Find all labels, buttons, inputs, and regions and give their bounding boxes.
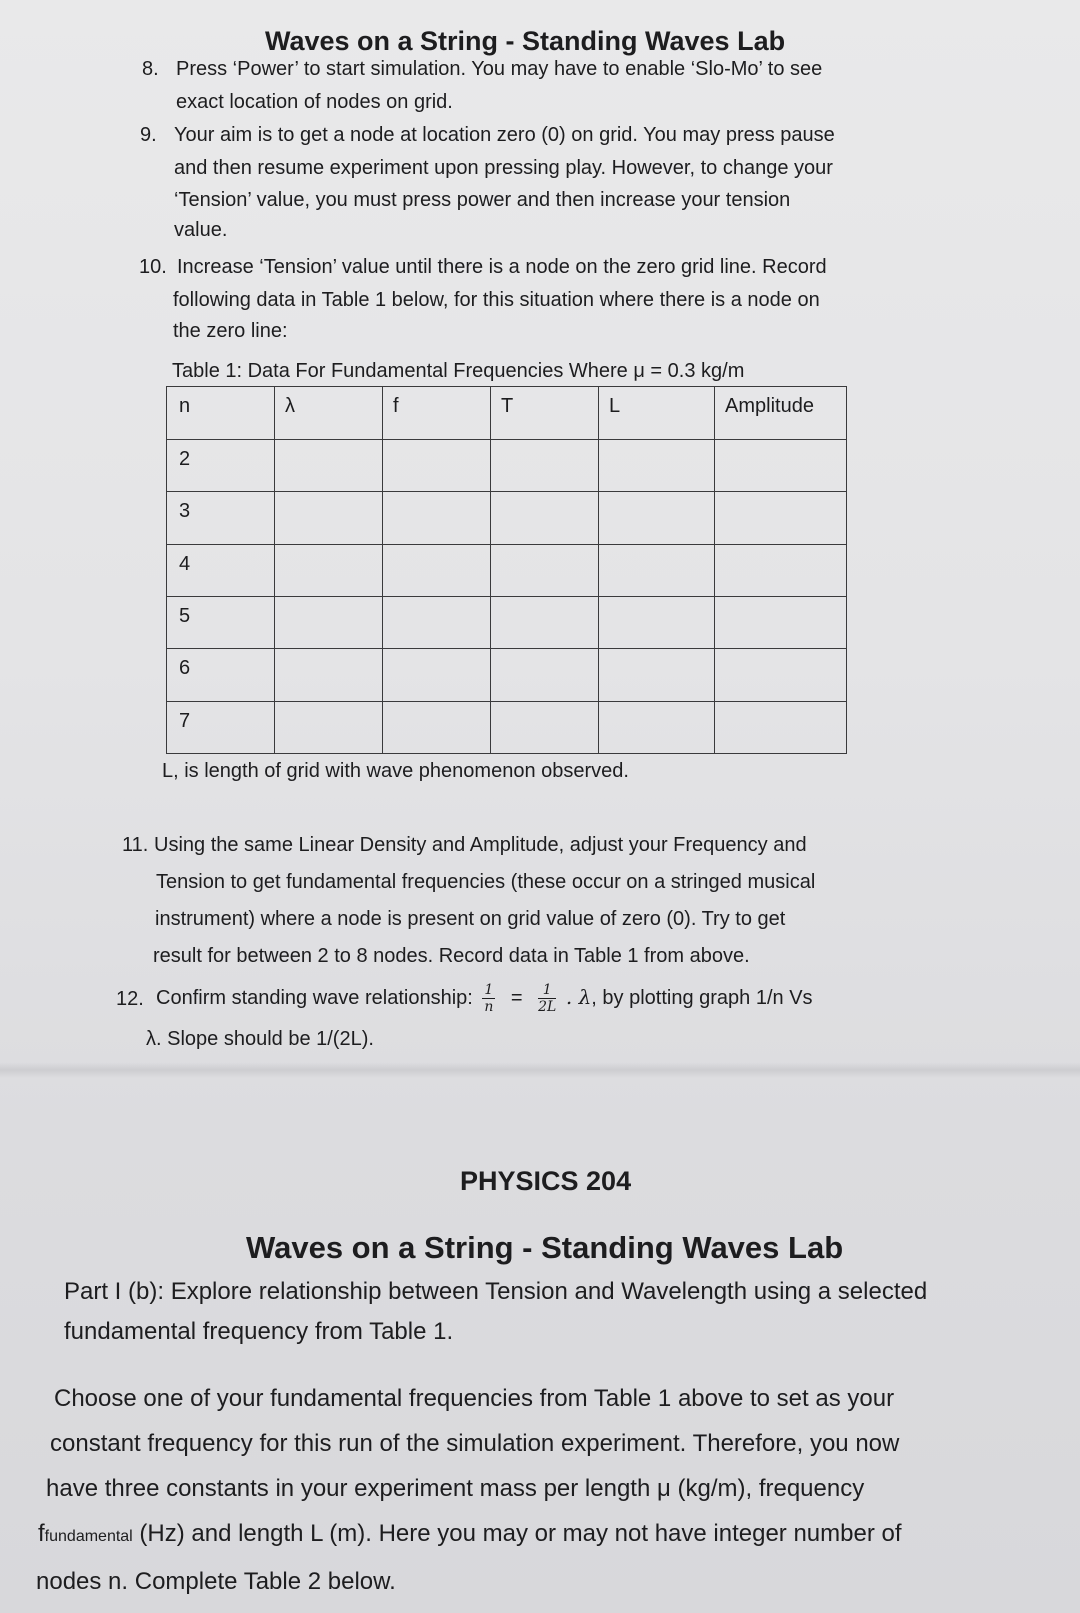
cell-t: [491, 649, 599, 701]
table-1-caption: Table 1: Data For Fundamental Frequencies Where μ = 0.3 kg/m: [172, 360, 745, 382]
cell-l: [599, 544, 715, 596]
fraction-numerator: 1: [538, 982, 556, 999]
table-row: [167, 596, 847, 648]
item-line: λ. Slope should be 1/(2L).: [146, 1028, 374, 1050]
paragraph-line-rest: (Hz) and length L (m). Here you may or may not have integer number of: [132, 1520, 902, 1547]
formula-suffix: , by plotting graph 1/n Vs: [591, 987, 813, 1009]
cell-l: [599, 492, 715, 544]
item-line: and then resume experiment upon pressing play. However, to change your: [174, 157, 833, 179]
item-number: 9.: [140, 124, 157, 146]
instruction-paragraph: [36, 1376, 902, 1604]
cell-l: [599, 596, 715, 648]
paragraph-line: Choose one of your fundamental frequencies from Table 1 above to set as your: [54, 1385, 895, 1412]
item-line: instrument) where a node is present on grid value of zero (0). Try to get: [155, 908, 786, 930]
cell-amplitude: [715, 701, 847, 753]
item-line: result for between 2 to 8 nodes. Record data in Table 1 from above.: [153, 945, 750, 967]
table-row: [167, 440, 847, 492]
table-row: [167, 544, 847, 596]
item-line: the zero line:: [173, 320, 288, 342]
cell-amplitude: [715, 544, 847, 596]
equals-sign: =: [510, 987, 523, 1009]
paragraph-line: [38, 1511, 902, 1559]
fraction-1-over-n: [482, 982, 495, 1015]
fraction-denominator: 2L: [538, 999, 557, 1016]
cell-n: 4: [167, 544, 275, 596]
item-number: 10.: [139, 256, 167, 278]
column-header-t: T: [491, 387, 599, 440]
cell-amplitude: [715, 649, 847, 701]
cell-amplitude: [715, 596, 847, 648]
cell-amplitude: [715, 492, 847, 544]
cell-t: [491, 701, 599, 753]
item-line: Using the same Linear Density and Amplitude, adjust your Frequency and: [154, 834, 807, 856]
column-header-amplitude: Amplitude: [715, 387, 847, 440]
cell-lambda: [275, 701, 383, 753]
paragraph-line: have three constants in your experiment mass per length μ (kg/m), frequency: [46, 1475, 865, 1502]
top-title: Waves on a String - Standing Waves Lab: [265, 26, 786, 56]
cell-t: [491, 544, 599, 596]
formula-prefix: Confirm standing wave relationship:: [156, 987, 473, 1009]
part-description: [64, 1272, 927, 1352]
f-symbol: f: [38, 1520, 45, 1547]
table-row: [167, 492, 847, 544]
item-line: exact location of nodes on grid.: [176, 91, 453, 113]
item-number: 12.: [116, 988, 144, 1010]
item-line: value.: [174, 219, 228, 241]
column-header-lambda: λ: [275, 387, 383, 440]
cell-f: [383, 649, 491, 701]
cell-t: [491, 596, 599, 648]
item-line: Increase ‘Tension’ value until there is a node on the zero grid line. Record: [177, 256, 827, 278]
section-title: Waves on a String - Standing Waves Lab: [246, 1230, 844, 1265]
part-line: Part I (b): Explore relationship between Tension and Wavelength using a selected: [64, 1278, 928, 1305]
cell-lambda: [275, 649, 383, 701]
cell-lambda: [275, 492, 383, 544]
cell-amplitude: [715, 440, 847, 492]
cell-n: 7: [167, 701, 275, 753]
item-number: 11.: [122, 834, 149, 856]
cell-l: [599, 440, 715, 492]
cell-n: 3: [167, 492, 275, 544]
item-line: Tension to get fundamental frequencies (these occur on a stringed musical: [156, 871, 816, 893]
cell-t: [491, 492, 599, 544]
cell-lambda: [275, 440, 383, 492]
item-number: 8.: [142, 58, 159, 80]
fraction-numerator: 1: [484, 982, 494, 999]
table-row: [167, 649, 847, 701]
fraction-denominator: n: [484, 999, 494, 1016]
cell-lambda: [275, 544, 383, 596]
course-heading: PHYSICS 204: [460, 1166, 632, 1196]
cell-l: [599, 649, 715, 701]
cell-t: [491, 440, 599, 492]
cell-f: [383, 701, 491, 753]
item-line: Your aim is to get a node at location zero (0) on grid. You may press pause: [174, 124, 835, 146]
column-header-f: f: [383, 387, 491, 440]
paragraph-line: nodes n. Complete Table 2 below.: [36, 1568, 396, 1595]
item-line: ‘Tension’ value, you must press power and then increase your tension: [174, 189, 791, 211]
table-header-row: [167, 387, 847, 440]
f-subscript: fundamental: [44, 1528, 133, 1545]
cell-n: 5: [167, 596, 275, 648]
fraction-1-over-2l: [538, 982, 556, 1015]
item-line: Press ‘Power’ to start simulation. You may have to enable ‘Slo-Mo’ to see: [176, 58, 823, 80]
column-header-n: n: [167, 387, 275, 440]
page-fold-shadow: [0, 1062, 1080, 1078]
part-line: fundamental frequency from Table 1.: [64, 1318, 454, 1345]
cell-l: [599, 701, 715, 753]
column-header-l: L: [599, 387, 715, 440]
item-line: following data in Table 1 below, for this situation where there is a node on: [173, 289, 820, 311]
cell-n: 2: [167, 440, 275, 492]
paragraph-line: constant frequency for this run of the simulation experiment. Therefore, you now: [50, 1430, 900, 1457]
cell-f: [383, 596, 491, 648]
cell-f: [383, 440, 491, 492]
table-1: [166, 386, 847, 754]
cell-n: 6: [167, 649, 275, 701]
cell-f: [383, 492, 491, 544]
cell-lambda: [275, 596, 383, 648]
cell-f: [383, 544, 491, 596]
table-row: [167, 701, 847, 753]
formula-line: [156, 980, 813, 1015]
lambda-term: . λ: [565, 985, 592, 1009]
table-1-note: L, is length of grid with wave phenomenon observed.: [162, 760, 629, 782]
